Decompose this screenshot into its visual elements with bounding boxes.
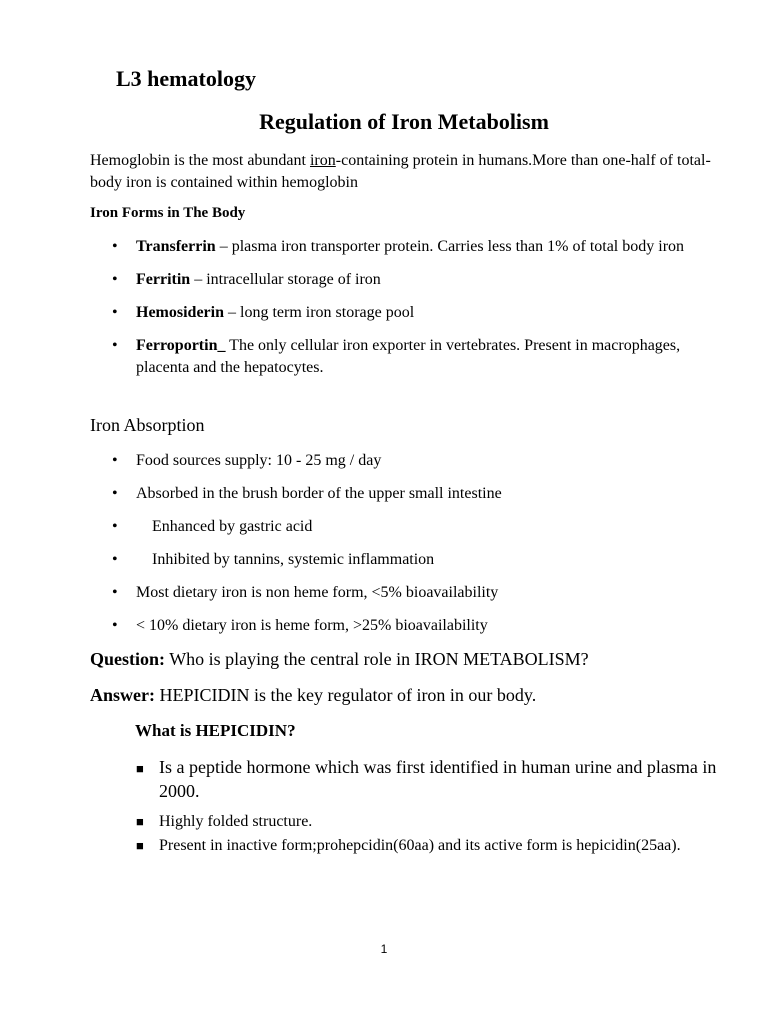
question-text: Who is playing the central role in IRON METABOLISM? xyxy=(165,649,589,669)
bullet-icon: • xyxy=(112,238,118,255)
main-heading: Regulation of Iron Metabolism xyxy=(259,109,549,134)
bullet-icon: • xyxy=(112,617,118,634)
term: Transferrin xyxy=(136,238,216,255)
item-text: Enhanced by gastric acid xyxy=(152,518,313,535)
iron-forms-list xyxy=(112,236,726,379)
definition: – intracellular storage of iron xyxy=(190,271,381,288)
item-text: Food sources supply: 10 - 25 mg / day xyxy=(136,452,382,469)
page-number: 1 xyxy=(380,942,388,956)
list-item xyxy=(112,483,726,505)
square-bullet-icon: ■ xyxy=(136,761,144,776)
term: Ferroportin_ xyxy=(136,337,226,354)
item-text: Present in inactive form;prohepcidin(60aa) and its active form is hepicidin(25aa). xyxy=(159,837,681,854)
bullet-icon: • xyxy=(112,551,118,568)
bullet-icon: • xyxy=(112,584,118,601)
intro-underlined-word: iron xyxy=(309,152,336,169)
definition: – plasma iron transporter protein. Carries less than 1% of total body iron xyxy=(215,238,685,255)
definition: The only cellular iron exporter in vertebrates. Present in macrophages, placenta and the hepatocytes. xyxy=(136,337,681,376)
answer-text: HEPICIDIN is the key regulator of iron in our body. xyxy=(155,685,537,705)
bullet-icon: • xyxy=(112,485,118,502)
intro-text-end: -containing protein in humans.More than one-half of total-body iron is contained within hemoglobin xyxy=(90,152,711,191)
item-text: Is a peptide hormone which was first identified in human urine and plasma in 2000. xyxy=(159,757,717,801)
item-text: Highly folded structure. xyxy=(159,813,313,830)
hepicidin-heading: What is HEPICIDIN? xyxy=(135,721,296,740)
answer-label: Answer: xyxy=(90,685,155,705)
term: Hemosiderin xyxy=(136,304,224,321)
item-text: Most dietary iron is non heme form, <5% bioavailability xyxy=(136,584,499,601)
list-item xyxy=(112,269,726,291)
item-text: Inhibited by tannins, systemic inflammation xyxy=(152,551,435,568)
square-bullet-icon: ■ xyxy=(136,814,144,829)
list-item xyxy=(112,236,726,258)
hepicidin-list xyxy=(136,755,734,857)
question-label: Question: xyxy=(90,649,166,669)
question-line xyxy=(90,649,589,670)
iron-forms-heading: Iron Forms in The Body xyxy=(90,205,246,221)
intro-text-start: Hemoglobin is the most abundant xyxy=(90,152,310,169)
square-bullet-icon: ■ xyxy=(136,838,144,853)
list-item xyxy=(112,335,726,379)
list-item xyxy=(112,516,726,538)
list-item xyxy=(112,582,726,604)
item-text: < 10% dietary iron is heme form, >25% bioavailability xyxy=(136,617,488,634)
list-item xyxy=(112,302,726,324)
definition: – long term iron storage pool xyxy=(224,304,415,321)
absorption-heading: Iron Absorption xyxy=(90,415,205,435)
document-title: L3 hematology xyxy=(116,66,256,91)
list-item xyxy=(112,549,726,571)
list-item xyxy=(136,755,734,803)
bullet-icon: • xyxy=(112,304,118,321)
list-item xyxy=(136,835,734,857)
list-item xyxy=(136,811,734,833)
answer-line xyxy=(90,685,536,706)
bullet-icon: • xyxy=(112,452,118,469)
list-item xyxy=(112,450,726,472)
bullet-icon: • xyxy=(112,271,118,288)
bullet-icon: • xyxy=(112,518,118,535)
bullet-icon: • xyxy=(112,337,118,354)
absorption-list xyxy=(112,450,726,637)
intro-paragraph xyxy=(90,150,730,194)
list-item xyxy=(112,615,726,637)
item-text: Absorbed in the brush border of the upper small intestine xyxy=(136,485,502,502)
term: Ferritin xyxy=(136,271,191,288)
